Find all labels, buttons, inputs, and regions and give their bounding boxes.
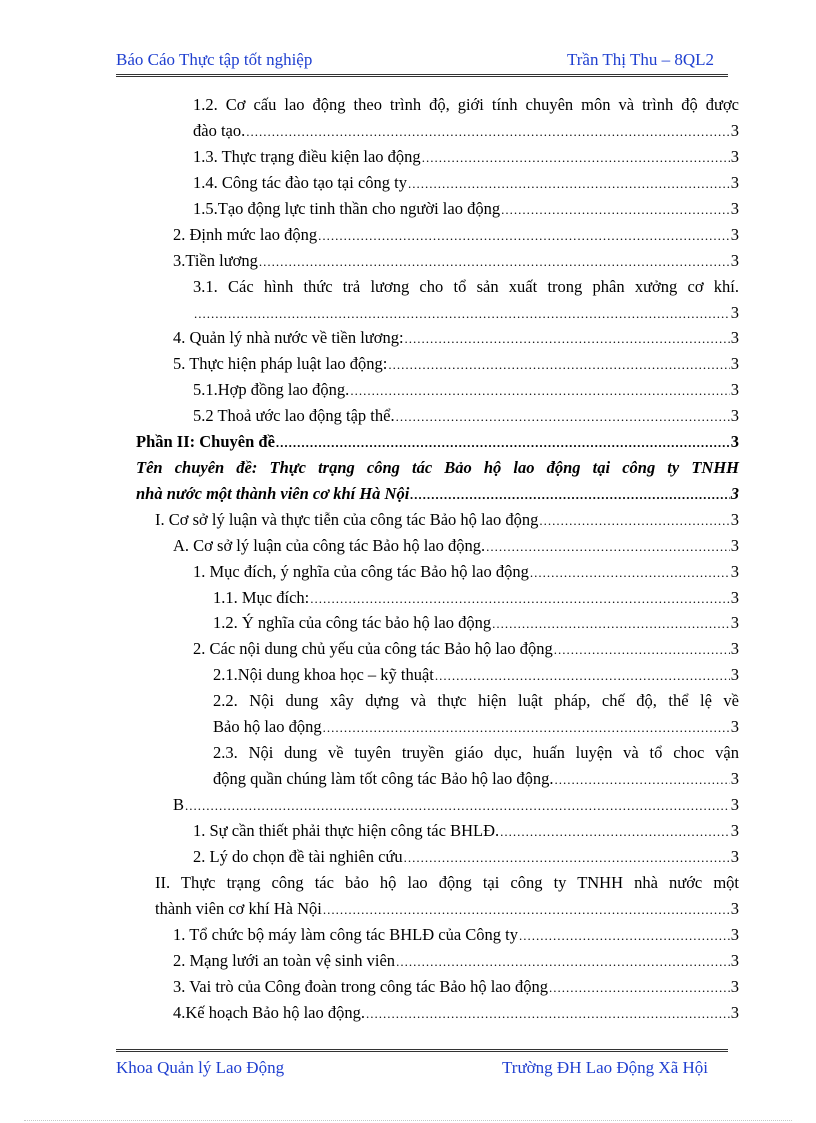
toc-entry: 1.2. Ý nghĩa của công tác bảo hộ lao động ..... 3 xyxy=(213,613,739,634)
page-header xyxy=(116,50,728,77)
toc-entry: 1.4. Công tác đào tạo tại công ty ..... 3 xyxy=(193,173,739,194)
page-footer xyxy=(116,1049,728,1082)
toc-entry: 2. Lý do chọn đề tài nghiên cứu ..... 3 xyxy=(193,847,739,868)
footer-university: Trường ĐH Lao Động Xã Hội xyxy=(502,1058,708,1077)
toc-entry: Bảo hộ lao động ..... 3 xyxy=(213,717,739,738)
toc-entry: 1.5.Tạo động lực tinh thần cho người lao động ..... 3 xyxy=(193,199,739,220)
toc-entry: 3. Vai trò của Công đoàn trong công tác Bảo hộ lao động ..... 3 xyxy=(173,977,739,998)
toc-topic-title: Tên chuyên đề: Thực trạng công tác Bảo hộ lao động tại công ty TNHH xyxy=(136,458,739,477)
toc-entry: 1. Mục đích, ý nghĩa của công tác Bảo hộ lao động ..... 3 xyxy=(193,562,739,583)
footer-faculty: Khoa Quản lý Lao Động xyxy=(116,1058,285,1077)
toc-entry: 3.Tiền lương ..... 3 xyxy=(173,251,739,272)
toc-entry: ..... 3 xyxy=(193,303,739,324)
toc-entry: 2. Định mức lao động ..... 3 xyxy=(173,225,739,246)
toc-entry-wrap: II. Thực trạng công tác bảo hộ lao động tại công ty TNHH nhà nước một xyxy=(155,873,739,892)
toc-entry: 5.2 Thoả ước lao động tập thể. ..... 3 xyxy=(193,406,739,427)
header-title: Báo Cáo Thực tập tốt nghiệp xyxy=(116,50,313,69)
toc-topic-title: nhà nước một thành viên cơ khí Hà Nội ..... 3 xyxy=(136,484,739,505)
toc-entry: 2.1.Nội dung khoa học – kỹ thuật ..... 3 xyxy=(213,665,739,686)
toc-entry-wrap: 1.2. Cơ cấu lao động theo trình độ, giới tính chuyên môn và trình độ được xyxy=(193,95,739,114)
toc-entry: 5.1.Hợp đồng lao động. ..... 3 xyxy=(193,380,739,401)
toc-entry-wrap: 2.3. Nội dung về tuyên truyền giáo dục, huấn luyện và tổ choc vận xyxy=(213,743,739,762)
toc-entry: 1. Tổ chức bộ máy làm công tác BHLĐ của Công ty ..... 3 xyxy=(173,925,739,946)
toc-entry: 4.Kế hoạch Bảo hộ lao động. ..... 3 xyxy=(173,1003,739,1024)
toc-entry: đào tạo. ..... 3 xyxy=(193,121,739,142)
toc-entry: B ..... 3 xyxy=(173,795,739,816)
toc-entry-wrap: 3.1. Các hình thức trả lương cho tổ sản xuất trong phân xưởng cơ khí. xyxy=(193,277,739,296)
toc-entry: I. Cơ sở lý luận và thực tiễn của công tác Bảo hộ lao động ..... 3 xyxy=(155,510,739,531)
toc-entry: 1.1. Mục đích: ..... 3 xyxy=(213,588,739,609)
toc-entry: 5. Thực hiện pháp luật lao động: ..... 3 xyxy=(173,354,739,375)
page-bottom-divider xyxy=(24,1120,792,1121)
toc-part-heading: Phần II: Chuyên đề ..... 3 xyxy=(136,432,739,453)
header-author: Trần Thị Thu – 8QL2 xyxy=(566,50,714,69)
toc-entry: 1. Sự cần thiết phải thực hiện công tác BHLĐ. ..... 3 xyxy=(193,821,739,842)
toc-entry: A. Cơ sở lý luận của công tác Bảo hộ lao động. ..... 3 xyxy=(173,536,739,557)
toc-entry: 1.3. Thực trạng điều kiện lao động ..... 3 xyxy=(193,147,739,168)
toc-entry-wrap: 2.2. Nội dung xây dựng và thực hiện luật pháp, chế độ, thể lệ về xyxy=(213,691,739,710)
toc-entry: thành viên cơ khí Hà Nội ..... 3 xyxy=(155,899,739,920)
toc-entry: 2. Mạng lưới an toàn vệ sinh viên ..... 3 xyxy=(173,951,739,972)
toc-entry: động quần chúng làm tốt công tác Bảo hộ lao động. ..... 3 xyxy=(213,769,739,790)
toc-entry: 4. Quản lý nhà nước về tiền lương: ..... 3 xyxy=(173,328,739,349)
toc-entry: 2. Các nội dung chủ yếu của công tác Bảo hộ lao động ..... 3 xyxy=(193,639,739,660)
